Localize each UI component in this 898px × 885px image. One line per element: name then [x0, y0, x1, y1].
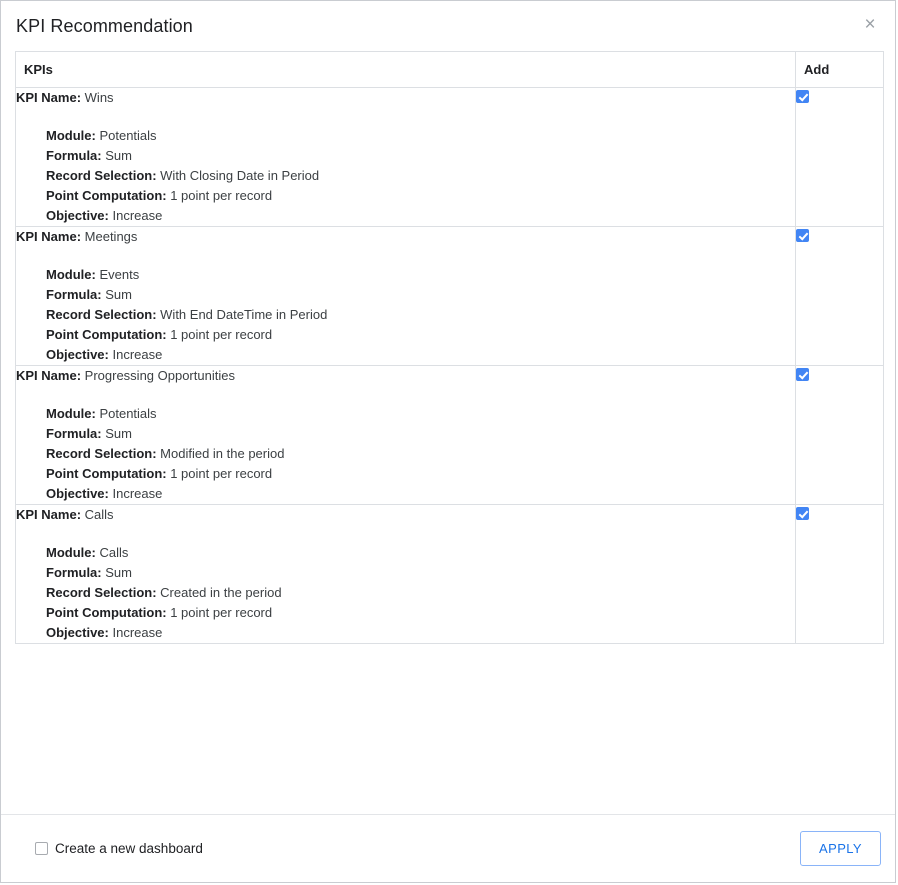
add-kpi-checkbox[interactable] — [796, 229, 809, 242]
add-kpi-checkbox[interactable] — [796, 368, 809, 381]
point-computation-label: Point Computation: — [46, 188, 167, 203]
kpi-formula-line — [46, 563, 795, 583]
kpi-objective-line — [46, 206, 795, 226]
kpi-details-cell — [16, 227, 796, 366]
objective-label: Objective: — [46, 486, 109, 501]
column-header-add: Add — [796, 52, 884, 88]
record-selection-value: With End DateTime in Period — [160, 307, 328, 322]
record-selection-label: Record Selection: — [46, 307, 157, 322]
kpi-record-selection-line — [46, 305, 795, 325]
table-header — [16, 52, 884, 88]
kpi-formula-line — [46, 146, 795, 166]
kpi-name-line — [16, 227, 795, 247]
record-selection-label: Record Selection: — [46, 585, 157, 600]
point-computation-label: Point Computation: — [46, 466, 167, 481]
kpi-name-value: Wins — [84, 90, 114, 105]
kpi-module-line — [46, 543, 795, 563]
kpi-record-selection-line — [46, 444, 795, 464]
dialog-body — [1, 51, 895, 814]
kpi-detail-list — [46, 265, 795, 365]
objective-label: Objective: — [46, 625, 109, 640]
kpi-point-computation-line — [46, 603, 795, 623]
table-row — [16, 227, 884, 366]
formula-value: Sum — [105, 148, 132, 163]
add-kpi-checkbox[interactable] — [796, 507, 809, 520]
kpi-details-cell — [16, 366, 796, 505]
module-value: Potentials — [99, 128, 157, 143]
kpi-module-line — [46, 404, 795, 424]
apply-button[interactable]: APPLY — [800, 831, 881, 866]
formula-value: Sum — [105, 426, 132, 441]
kpi-name-line — [16, 366, 795, 386]
kpi-point-computation-line — [46, 325, 795, 345]
close-icon[interactable]: × — [864, 14, 876, 35]
point-computation-value: 1 point per record — [170, 466, 273, 481]
objective-value: Increase — [112, 208, 163, 223]
point-computation-value: 1 point per record — [170, 327, 273, 342]
kpi-objective-line — [46, 623, 795, 643]
kpi-name-label: KPI Name: — [16, 507, 82, 522]
kpi-details-cell — [16, 88, 796, 227]
column-header-kpis: KPIs — [16, 52, 796, 88]
kpi-point-computation-line — [46, 186, 795, 206]
module-label: Module: — [46, 267, 96, 282]
record-selection-value: With Closing Date in Period — [160, 168, 320, 183]
kpi-name-value: Meetings — [84, 229, 138, 244]
kpi-detail-list — [46, 543, 795, 643]
formula-value: Sum — [105, 565, 132, 580]
kpi-formula-line — [46, 285, 795, 305]
table-row — [16, 505, 884, 644]
kpi-record-selection-line — [46, 166, 795, 186]
kpi-record-selection-line — [46, 583, 795, 603]
add-cell — [796, 88, 884, 227]
objective-label: Objective: — [46, 208, 109, 223]
point-computation-value: 1 point per record — [170, 605, 273, 620]
formula-label: Formula: — [46, 565, 102, 580]
kpi-name-label: KPI Name: — [16, 90, 82, 105]
table-row — [16, 366, 884, 505]
table-row — [16, 88, 884, 227]
record-selection-value: Modified in the period — [160, 446, 285, 461]
kpi-detail-list — [46, 126, 795, 226]
objective-value: Increase — [112, 347, 163, 362]
kpi-details-cell — [16, 505, 796, 644]
objective-value: Increase — [112, 486, 163, 501]
add-kpi-checkbox[interactable] — [796, 90, 809, 103]
kpi-objective-line — [46, 345, 795, 365]
create-dashboard-checkbox[interactable] — [35, 842, 48, 855]
objective-value: Increase — [112, 625, 163, 640]
formula-label: Formula: — [46, 426, 102, 441]
record-selection-label: Record Selection: — [46, 446, 157, 461]
point-computation-label: Point Computation: — [46, 327, 167, 342]
record-selection-value: Created in the period — [160, 585, 282, 600]
kpi-module-line — [46, 126, 795, 146]
page-title: KPI Recommendation — [16, 15, 193, 36]
objective-label: Objective: — [46, 347, 109, 362]
create-dashboard-group — [35, 841, 203, 856]
add-cell — [796, 227, 884, 366]
module-label: Module: — [46, 128, 96, 143]
kpi-name-label: KPI Name: — [16, 229, 82, 244]
kpi-detail-list — [46, 404, 795, 504]
dialog-header — [1, 1, 895, 51]
create-dashboard-label[interactable]: Create a new dashboard — [55, 841, 203, 856]
module-value: Potentials — [99, 406, 157, 421]
kpi-name-label: KPI Name: — [16, 368, 82, 383]
module-value: Events — [99, 267, 140, 282]
module-value: Calls — [99, 545, 129, 560]
formula-label: Formula: — [46, 287, 102, 302]
kpi-module-line — [46, 265, 795, 285]
kpi-formula-line — [46, 424, 795, 444]
kpi-objective-line — [46, 484, 795, 504]
dialog-footer — [1, 814, 895, 882]
add-cell — [796, 505, 884, 644]
module-label: Module: — [46, 545, 96, 560]
record-selection-label: Record Selection: — [46, 168, 157, 183]
kpi-name-value: Calls — [84, 507, 114, 522]
table-body — [16, 88, 884, 644]
kpi-name-line — [16, 505, 795, 525]
module-label: Module: — [46, 406, 96, 421]
kpi-name-value: Progressing Opportunities — [84, 368, 235, 383]
add-cell — [796, 366, 884, 505]
formula-label: Formula: — [46, 148, 102, 163]
table-header-row — [16, 52, 884, 88]
point-computation-label: Point Computation: — [46, 605, 167, 620]
formula-value: Sum — [105, 287, 132, 302]
kpi-point-computation-line — [46, 464, 795, 484]
kpi-table — [15, 51, 884, 644]
kpi-name-line — [16, 88, 795, 108]
point-computation-value: 1 point per record — [170, 188, 273, 203]
